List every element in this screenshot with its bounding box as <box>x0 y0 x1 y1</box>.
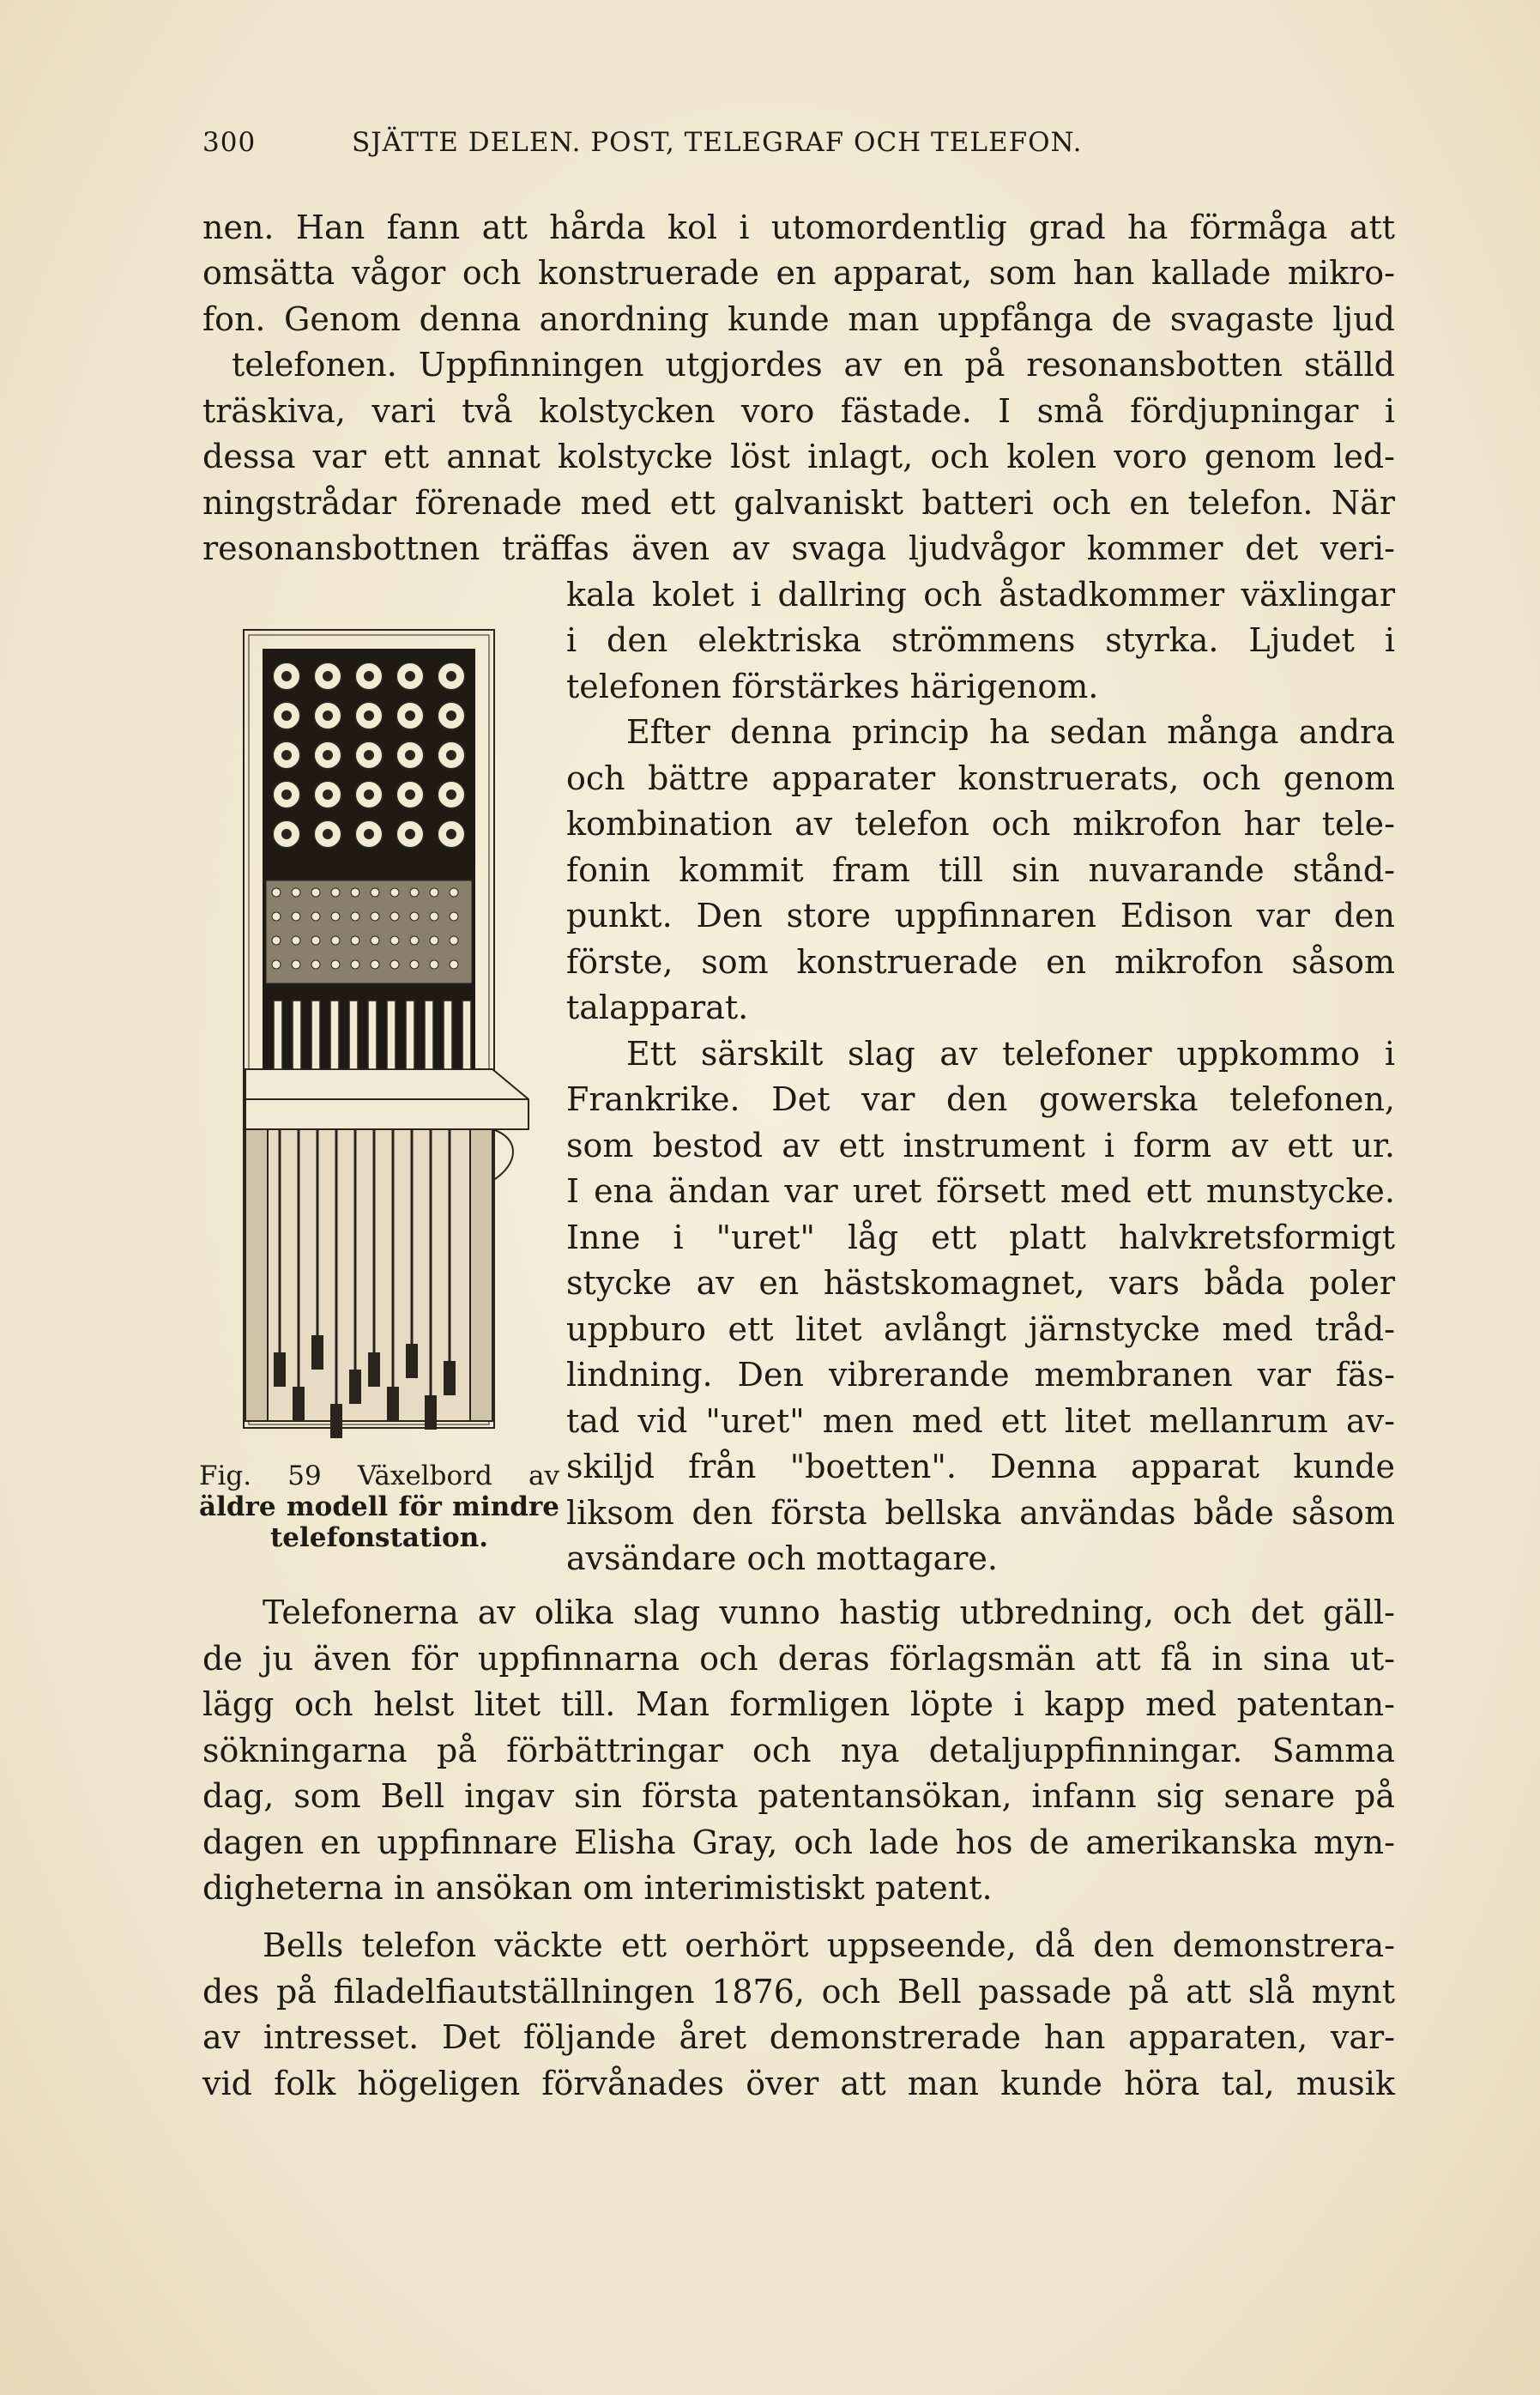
body-line: digheterna in ansökan om interimistiskt patent. <box>202 1869 993 1907</box>
running-header <box>202 127 1395 170</box>
body-line: dag, som Bell ingav sin första patentansökan, infann sig senare på <box>202 1777 1395 1815</box>
body-line: omsätta vågor och konstruerade en apparat, som han kallade mikro- <box>202 254 1395 292</box>
body-line: fon. Genom denna anordning kunde man uppfånga de svagaste ljud <box>202 300 1395 338</box>
body-line: nen. Han fann att hårda kol i utomordentlig grad ha förmåga att <box>202 209 1395 246</box>
column-line: fonin kommit fram till sin nuvarande stånd- <box>566 851 1395 889</box>
body-line: av intresset. Det följande året demonstrerade han apparaten, var- <box>202 2018 1395 2056</box>
body-line: sökningarna på förbättringar och nya detaljuppfinningar. Samma <box>202 1732 1395 1769</box>
column-line: kombination av telefon och mikrofon har tele- <box>566 805 1395 843</box>
column-line: avsändare och mottagare. <box>566 1539 998 1577</box>
body-line: de ju även för uppfinnarna och deras förlagsmän att få in sina ut- <box>202 1640 1395 1678</box>
caption-line: Fig. 59 Växelbord av <box>199 1461 559 1491</box>
column-line: kala kolet i dallring och åstadkommer växlingar <box>566 576 1395 614</box>
column-line: liksom den första bellska användas både såsom <box>566 1494 1395 1532</box>
column-line: punkt. Den store uppfinnaren Edison var den <box>566 897 1395 934</box>
column-line: uppburo ett litet avlångt järnstycke med tråd- <box>566 1310 1395 1348</box>
body-line: Telefonerna av olika slag vunno hastig utbredning, och det gäll- <box>263 1594 1395 1631</box>
body-line: des på filadelfiautställningen 1876, och Bell passade på att slå mynt <box>202 1973 1395 2011</box>
column-line: Ett särskilt slag av telefoner uppkommo i <box>626 1035 1395 1073</box>
column-line: som bestod av ett instrument i form av ett ur. <box>566 1127 1395 1164</box>
column-line: Frankrike. Det var den gowerska telefonen, <box>566 1080 1395 1118</box>
column-line: lindning. Den vibrerande membranen var fäs- <box>566 1356 1395 1394</box>
column-line: stycke av en hästskomagnet, vars båda poler <box>566 1264 1395 1302</box>
body-line: ningstrådar förenade med ett galvaniskt batteri och en telefon. När <box>202 484 1395 522</box>
body-line: lägg och helst litet till. Man formligen löpte i kapp med patentan- <box>202 1685 1395 1723</box>
body-line: Bells telefon väckte ett oerhört uppseende, då den demonstrera- <box>263 1926 1395 1964</box>
column-line: I ena ändan var uret försett med ett munstycke. <box>566 1172 1395 1210</box>
page-number: 300 <box>202 127 257 158</box>
column-line: och bättre apparater konstruerats, och genom <box>566 759 1395 797</box>
column-line: tad vid "uret" men med ett litet mellanrum av- <box>566 1402 1395 1440</box>
column-line: Efter denna princip ha sedan många andra <box>626 713 1395 751</box>
column-line: telefonen förstärkes härigenom. <box>566 668 1099 705</box>
body-line: dagen en uppfinnare Elisha Gray, och lade hos de amerikanska myn- <box>202 1823 1395 1861</box>
body-line: vid folk högeligen förvånades över att man kunde höra tal, musik <box>202 2065 1395 2102</box>
body-line: resonansbottnen träffas även av svaga ljudvågor kommer det veri- <box>202 529 1395 567</box>
body-line: träskiva, vari två kolstycken voro fästade. I små fördjupningar i <box>202 392 1395 430</box>
column-line: Inne i "uret" låg ett platt halvkretsformigt <box>566 1219 1395 1256</box>
column-line: i den elektriska strömmens styrka. Ljudet i <box>566 621 1395 659</box>
caption-line: telefonstation. <box>269 1522 489 1553</box>
column-line: förste, som konstruerade en mikrofon såsom <box>566 943 1395 981</box>
switchboard-illustration <box>237 623 553 1447</box>
column-line: talapparat. <box>566 989 749 1026</box>
column-line: skiljd från "boetten". Denna apparat kunde <box>566 1448 1395 1485</box>
caption-line: äldre modell för mindre <box>199 1491 559 1522</box>
running-title: SJÄTTE DELEN. POST, TELEGRAF OCH TELEFON. <box>352 127 1083 158</box>
body-line: dessa var ett annat kolstycke löst inlagt, och kolen voro genom led- <box>202 438 1395 475</box>
body-line: telefonen. Uppfinningen utgjordes av en på resonansbotten ställd <box>232 346 1395 384</box>
